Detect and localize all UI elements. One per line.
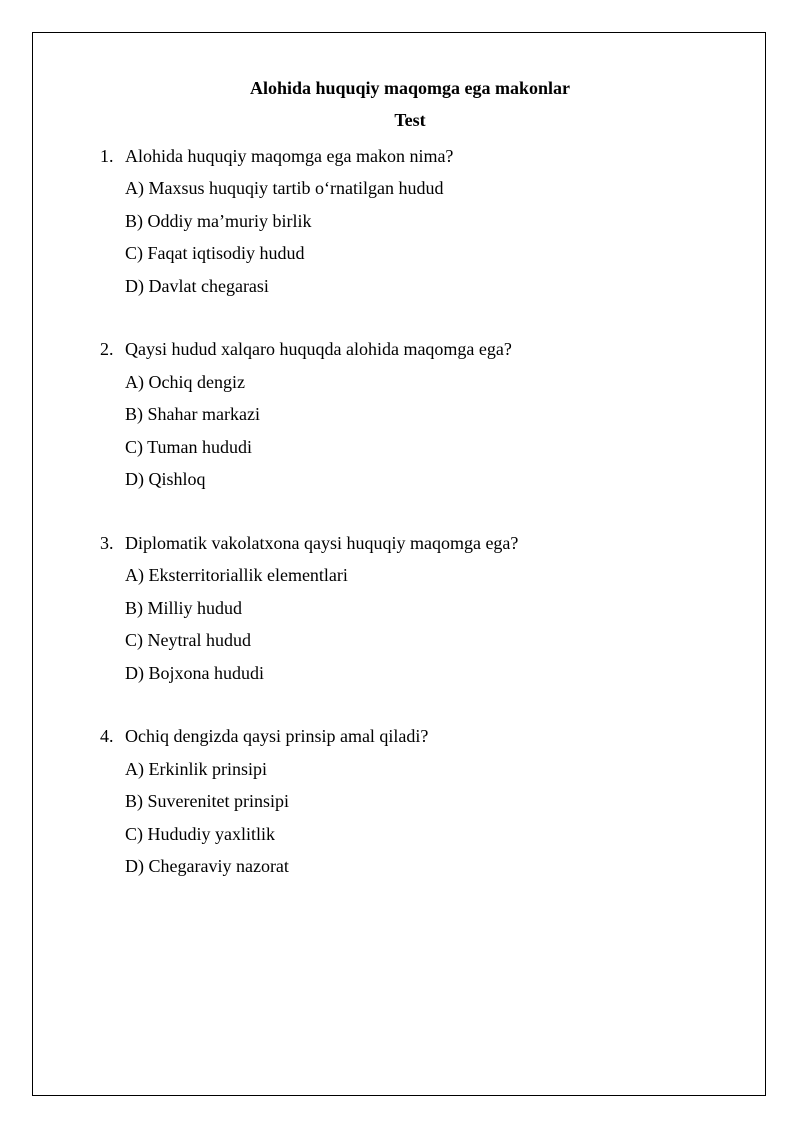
question-list xyxy=(100,140,720,914)
question-text: Diplomatik vakolatxona qaysi huquqiy maqomga ega? xyxy=(125,532,519,553)
option-list xyxy=(100,173,720,303)
option-d: D) Bojxona hududi xyxy=(125,662,264,683)
option-list xyxy=(100,753,720,883)
option-b: B) Oddiy ma’muriy birlik xyxy=(125,210,312,231)
option-b: B) Milliy hudud xyxy=(125,597,243,618)
option-a: A) Maxsus huquqiy tartib o‘rnatilgan hudud xyxy=(125,178,444,199)
option-b: B) Suverenitet prinsipi xyxy=(125,791,289,812)
option-c: C) Hududiy yaxlitlik xyxy=(125,823,275,844)
option-a: A) Eksterritoriallik elementlari xyxy=(125,565,348,586)
question-3 xyxy=(100,527,720,690)
option-list xyxy=(100,366,720,496)
option-list xyxy=(100,560,720,690)
option-b: B) Shahar markazi xyxy=(125,404,260,425)
option-c: C) Neytral hudud xyxy=(125,630,251,651)
option-d: D) Qishloq xyxy=(125,469,206,490)
option-a: A) Erkinlik prinsipi xyxy=(125,758,267,779)
question-text: Alohida huquqiy maqomga ega makon nima? xyxy=(125,145,454,166)
document-title: Alohida huquqiy maqomga ega makonlar xyxy=(249,78,571,98)
option-c: C) Tuman hududi xyxy=(125,436,253,457)
option-c: C) Faqat iqtisodiy hudud xyxy=(125,243,305,264)
question-1 xyxy=(100,140,720,303)
question-text: Ochiq dengizda qaysi prinsip amal qiladi? xyxy=(125,726,429,747)
question-2 xyxy=(100,334,720,497)
question-number: 2. xyxy=(100,339,114,360)
option-a: A) Ochiq dengiz xyxy=(125,371,245,392)
question-number: 4. xyxy=(100,726,114,747)
option-d: D) Chegaraviy nazorat xyxy=(125,856,289,877)
question-number: 3. xyxy=(100,532,114,553)
question-number: 1. xyxy=(100,145,114,166)
document-subtitle: Test xyxy=(394,110,426,130)
option-d: D) Davlat chegarasi xyxy=(125,275,269,296)
question-4 xyxy=(100,721,720,884)
question-text: Qaysi hudud xalqaro huquqda alohida maqomga ega? xyxy=(125,339,512,360)
